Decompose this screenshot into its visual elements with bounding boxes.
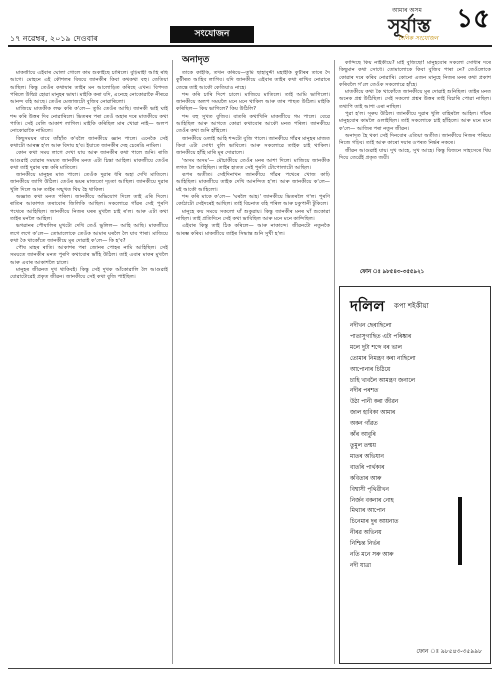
column-divider [334, 60, 335, 664]
paragraph: কান্দিছে কিয় নাইকীয়ে? মাই বুজিছো! মানুহবোৰ সকলো সোধাৰ দৰে কিছুমান কথা সোধে। তোমালোকে কিবা বুজিব পাৰা নে? তেওঁলোকে কোৱাৰ দৰে কৰিব নোৱাৰি। কোনো এজন মানুহে নিজৰ মনৰ কথা প্ৰকাশ কৰিবলৈ গ'লে তেওঁক সকলোৱে হাঁহে। [339, 60, 491, 88]
paragraph: কিছুসময়ৰ বাবে তাঁহাঁত ক'বলৈ জানকীয়ে জ্ঞান পালে। এনেকৈ সেই কথাটো আৰম্ভ হ'ল আৰু বিদায় হ'ব। ইয়াতে জানকীৰ দেহ চেৰেঙি নামিল। [10, 135, 168, 149]
poem-line: বাতৰি পাৰ্থক্যৰ [350, 464, 385, 471]
author-signature: ফোন ঃ ৯৮৫৪৩-৩৫৫৯২১ [360, 269, 425, 275]
decorative-bar [458, 497, 462, 565]
paragraph: মানুহৰ জীৱনত দুখ থাকিবই। কিন্তু সেই দুখক আঁকোৱালি লৈ আগুৱাই যোৱাটোৱেই প্ৰকৃত জীৱন। জানকীয়ে সেই কথা বুজি পাইছিল। [10, 267, 168, 281]
paragraph: মানুহে কয় সময়ে সকলো ঘাঁ শুকুৱায়। কিন্তু জানকীৰ মনৰ ঘাঁ শুকোৱা নাছিল। তাই প্ৰতিদিনে সেই কথা ভাবিছিল আৰু মনে মনে কান্দিছিল। [176, 208, 330, 222]
article-column-2 [176, 70, 330, 664]
poem-line: বিশ্বাসী পৃথিৱীখন [350, 486, 389, 493]
poem-line: নদীখন ছেৰাছিলো [350, 323, 392, 329]
poem-line: পাতাসুগাছিত এটা পৰিষ্কাৰ [350, 333, 412, 340]
footer-rule [8, 668, 492, 669]
poem-line: কাঁৰ আবুৰি [350, 432, 376, 439]
poem-line: মলে দুটা শব্দে বৰ ভাল [350, 344, 402, 351]
paragraph: শব্দ বহু সুখত বুজিব। বাতৰি কথাখিনি মাকজীয়ে গম পালে। বেৱে আহিছিল আৰু আগতে কোৱা কথাবোৰ আকৌ মনত পৰিল। জানকীয়ে তেওঁৰ কথা শুনি হাঁহিলে। [176, 113, 330, 135]
paragraph: কোন কথা সময় লাগে দেখা যায় আৰু জানকীৰ কথা পালে শুনি। ৰাতি আগুৱাই যোৱাৰ সময়ত জানকীৰ মনত এটা চিন্তা আহিল। মাকজীয়ে তেওঁৰ কথা তাই দুৱাৰ বন্ধ কৰি মাতিলে। [10, 150, 168, 171]
paragraph: শব্দ কৰি মাকে ক'লে— 'ঘৰলৈ আহ।' জানকীয়ে ভিতৰলৈ গ'ল। পুৰণি কোঠাটো সেইদৰেই আছিল। তাই বিচনাত বহি পৰিল আৰু চকুপানী টুকিলে। [176, 194, 330, 208]
poem-line: অকন গাঁৱত [350, 421, 378, 428]
poem-body [350, 321, 484, 572]
paragraph: পুৱা হ'ল। সূৰুয উঠিল। জানকীয়ে দুৱাৰ খুলি বাহিৰলৈ আহিল। গাঁৱৰ মানুহবোৰ কামলৈ ওলাইছিল। তাই সকলোকে চাই হাঁহিলে। আৰু মনে মনে ক'লে— আজিৰ পৰা নতুন জীৱন। [339, 111, 491, 132]
paragraph: মাতকীয়ে কথা কৈ থাকোঁতে জানকীয়ে মূৰ দোৱাই শুনিছিল। তাইৰ মনত অনেক প্ৰশ্ন উঠিছিল। সেই সকলো প্ৰশ্নৰ উত্তৰ তাই বিচাৰি পোৱা নাছিল। তথাপি তাই আশা এৰা নাছিল। [339, 89, 491, 110]
paragraph: তাকে কাইকি, তখন কৰিয়ে—তুমি ছাহাবুদ্দী মহাইকি কুটীৰৰ তাৰে দৈ কুটীৰত আহিব লাগিব। যদি জানকীয়ে এইবাৰ তাইৰ কথা ৰাখিব নোৱাৰে তেন্তে তাই আকৌ কেতিয়াও নাহে। [176, 70, 330, 91]
paragraph: এইবাৰ কিন্তু তাই ঠিক কৰিলে— আৰু নাকান্দে। জীৱনটো নতুনকৈ আৰম্ভ কৰিব। মাকজীয়ে তাইৰ সিদ্ধান্ত শুনি সুখী হ'ল। [176, 223, 330, 237]
poem-line: চিনেমাৰ দুৰ আয়নাত [350, 519, 399, 526]
poem-title: দলিল [350, 297, 385, 315]
poem-line: মাতৰ অভিযান [350, 453, 384, 460]
poem-author: কপা শইকীয়া [394, 302, 429, 310]
poem-line: তোমাৰ নিমন্ত্ৰণ কৰা নাছিলো [350, 355, 416, 362]
poem-line: নিশ্চিন্ত নিৰ্ভৰ [350, 541, 380, 548]
poem-line: উঠা পানী কৰা জীৱন [350, 399, 399, 406]
poet-phone: ফোন ঃ ৯৮৫৪৩-৩৫৯৯৮ [416, 648, 482, 655]
masthead-title: সূৰ্যাস্ত [388, 15, 431, 37]
section-banner: সংযোজন [170, 26, 254, 43]
paragraph: জীৱন আগুৱাই যায়। দুখ আহে, সুখ আহে। কিন্তু যিজনে সাহসেৰে থিয় দিয়ে তেৱেঁই প্ৰকৃত জয়ী। [339, 147, 491, 161]
publication-date: ১৭ নৱেম্বৰ, ২০১৯ দেওবাৰ [10, 34, 98, 43]
poem-line: তুমুল তন্ময় [350, 442, 376, 449]
page-number: ১৫ [456, 4, 490, 34]
paragraph: ভগৱানৰ পৌষালিৰ মুখটো দেখি তেওঁ ভুলিল— আহি আছি। মাকজীয়ে লগে লগে ক'লে— তোমালোকে তেওঁক আমাৰ ঘৰলৈ লৈ যাব পাৰা। মাজিয়ে কথা কৈ থাকোঁতে জানকীয়ে মূৰ দোৱাই ক'লে— কি হ'ব? [10, 223, 168, 244]
article-title: অনাদৃত [182, 55, 210, 65]
paragraph: অজ্ঞাত কথা মনত পৰিল। জানকীয়ে অভিযোগ দিলে তাই এৰি দিলে। ৰাতিৰ আকাশত তৰাবোৰ জিলিকি আছিল। সকলোৱে গাঁৱৰ সেই পুৰণি পথেৰে আহিছিল। জানকীয়ে নিজৰ ঘৰৰ মুখলৈ চাই ৰ'ল। আৰু এটা কথা তাইৰ মনলৈ আহিল। [10, 194, 168, 222]
poem-line: জাল হাবিকা আমাৰ [350, 410, 396, 417]
poem-line: নিৰ্জন বকনাৰ নোহ [350, 497, 394, 504]
poem-line: নতি মনে সৰু আৰু [350, 552, 394, 559]
paragraph: জানকীয়ে মানুহৰ মাত পালে। তেওঁক দুৱাৰ ধৰি অহা দেখি মাতিলে। জানকীয়ে জাগি উঠিল। তেওঁৰ ভয়ৰ মাজতো দৃঢ়তা আছিল। জানকীয়ে দুৱাৰ খুলি দিলে আৰু তাইৰ সন্মুখত থিয় হৈ থাকিল। [10, 172, 168, 193]
poem-line: কবিতাৰ আৰু [350, 475, 382, 482]
paragraph: মাজিয়ে মাতকীক লক্ষ কৰি ক'লে— তুমি তেওঁৰ আছি। জানকী ভাই ঘাই শব্দ কৰি উত্তৰ দিব নোৱাৰিলে। ভিতৰৰ পৰা তেওঁ অহাৰ দৰে মাতকীয়ে কথা পাতি। সেই বেলি আকাশ লাগিল। মাইকি কৰিছিল মাৰ খোৱা নাই— অলপ নোকোৱাকৈ নামিলে। [10, 106, 168, 135]
poem-box [339, 286, 491, 664]
paragraph: পৌষ মাহৰ ৰাতি। আকাশৰ পৰা জোনৰ পোহৰ নামি আহিছিল। সেই সময়তে জানকীৰ মনত পুৰণি কথাবোৰ ভাঁহি উঠিল। তাই এবাৰ মাকৰ মুখলৈ আৰু এবাৰ আকাশলৈ চালে। [10, 245, 168, 266]
article-column-3 [339, 60, 491, 275]
poem-line: নীৰৱ অভিনয় [350, 530, 382, 537]
poem-line: নদীৰ পৰশত [350, 388, 379, 395]
poem-line: নদী যাত্ৰা [350, 562, 371, 569]
column-divider [172, 60, 173, 664]
header-rule [8, 45, 492, 47]
poem-line: আপোনাৰ চিঠিয়ে [350, 366, 391, 373]
masthead-logo [388, 4, 454, 42]
paragraph: শব্দ কৰি চাৰি দিশে চালে। মাজিয়ে মাতিলে। তাই আমি ভাগিলো। জানকীয়ে অলপ সময়লৈ মনে মনে থাকিল আৰু তাৰ পাছত উঠিল। মাইকি কৰিছিল— কিয় ভাগিলে? কিয় উঠিলি? [176, 91, 330, 113]
poem-line: মিথ্যাৰ আপোন [350, 508, 386, 515]
paragraph: 'অসম অসম'— মৌচাকীয়ে তেওঁৰ মনৰ আশা দিলে। মাজিয়ে জানকীক লগত লৈ আহিছিল। তাইৰ হাতত সেই পুৰণি টোপোলাটো আছিল। [176, 157, 330, 171]
paragraph: জানকীয়ে ওলাই আহি শব্দটো বুজি পালে। জানকীয়ে গাঁৱৰ মানুহৰ মাজত কিবা এটা সোধা বুলি ভাবিলে। আৰু সকলোৱে তাইক চাই থাকিল। জানকীয়ে হাঁহি মাৰি মূৰ দোৱালে। [176, 135, 330, 157]
paragraph: মাকজীয়ে এইবাৰ ঘোলা গোলে কাম শুকাইছে চাৰিলে। বুঢ়িমাহী আহি ৰছি আগে। মোহনে এই কৌশলৰ বিষয়ে জানকীৰ কিবা কথকথা বহু। তেতিয়া আছিল। কিন্তু তেওঁৰ কথাষাৰ তাইৰ মন আলোড়িত কৰিছে এখন। বিপদত পৰিলে উদ্বিগ্ন হোৱা মানুহৰ ভাষা। মাইকি কৰা যদি, এনেহে নোকোৱাকৈ নীৰৱে আনন্দ বহি আছে। তেওঁৰ মেজাজটো বুজিব নোৱাৰিলো। [10, 70, 168, 106]
article-column-1 [10, 70, 168, 664]
paragraph: ৰূপৰ অতীত। সেইদিনাখন জানকীয়ে গাঁৱৰ পথেৰে খোজ কাঢ়ি আহিছিল। মাকজীয়ে তাইক দেখি আনন্দিত হ'ল। আৰু জানকীয়ে ক'লে— মই আকৌ আহিলো। [176, 172, 330, 193]
masthead-kicker: আমাৰ অসম [392, 7, 422, 14]
poem-line: চাহি খাবলৈ আমন্ত্ৰণ জনালে [350, 377, 415, 384]
paragraph: অনাদৃত হৈ থকা সেই দিনবোৰ এতিয়া অতীত। জানকীয়ে নিজৰ পৰিচয় নিজে গঢ়িব। তাই আৰু কাৰো দয়াৰ ওপৰত নিৰ্ভৰ নকৰে। [339, 132, 491, 147]
page-header [8, 4, 492, 48]
masthead-subtitle: দৈনিক সংযোজন [398, 35, 439, 42]
